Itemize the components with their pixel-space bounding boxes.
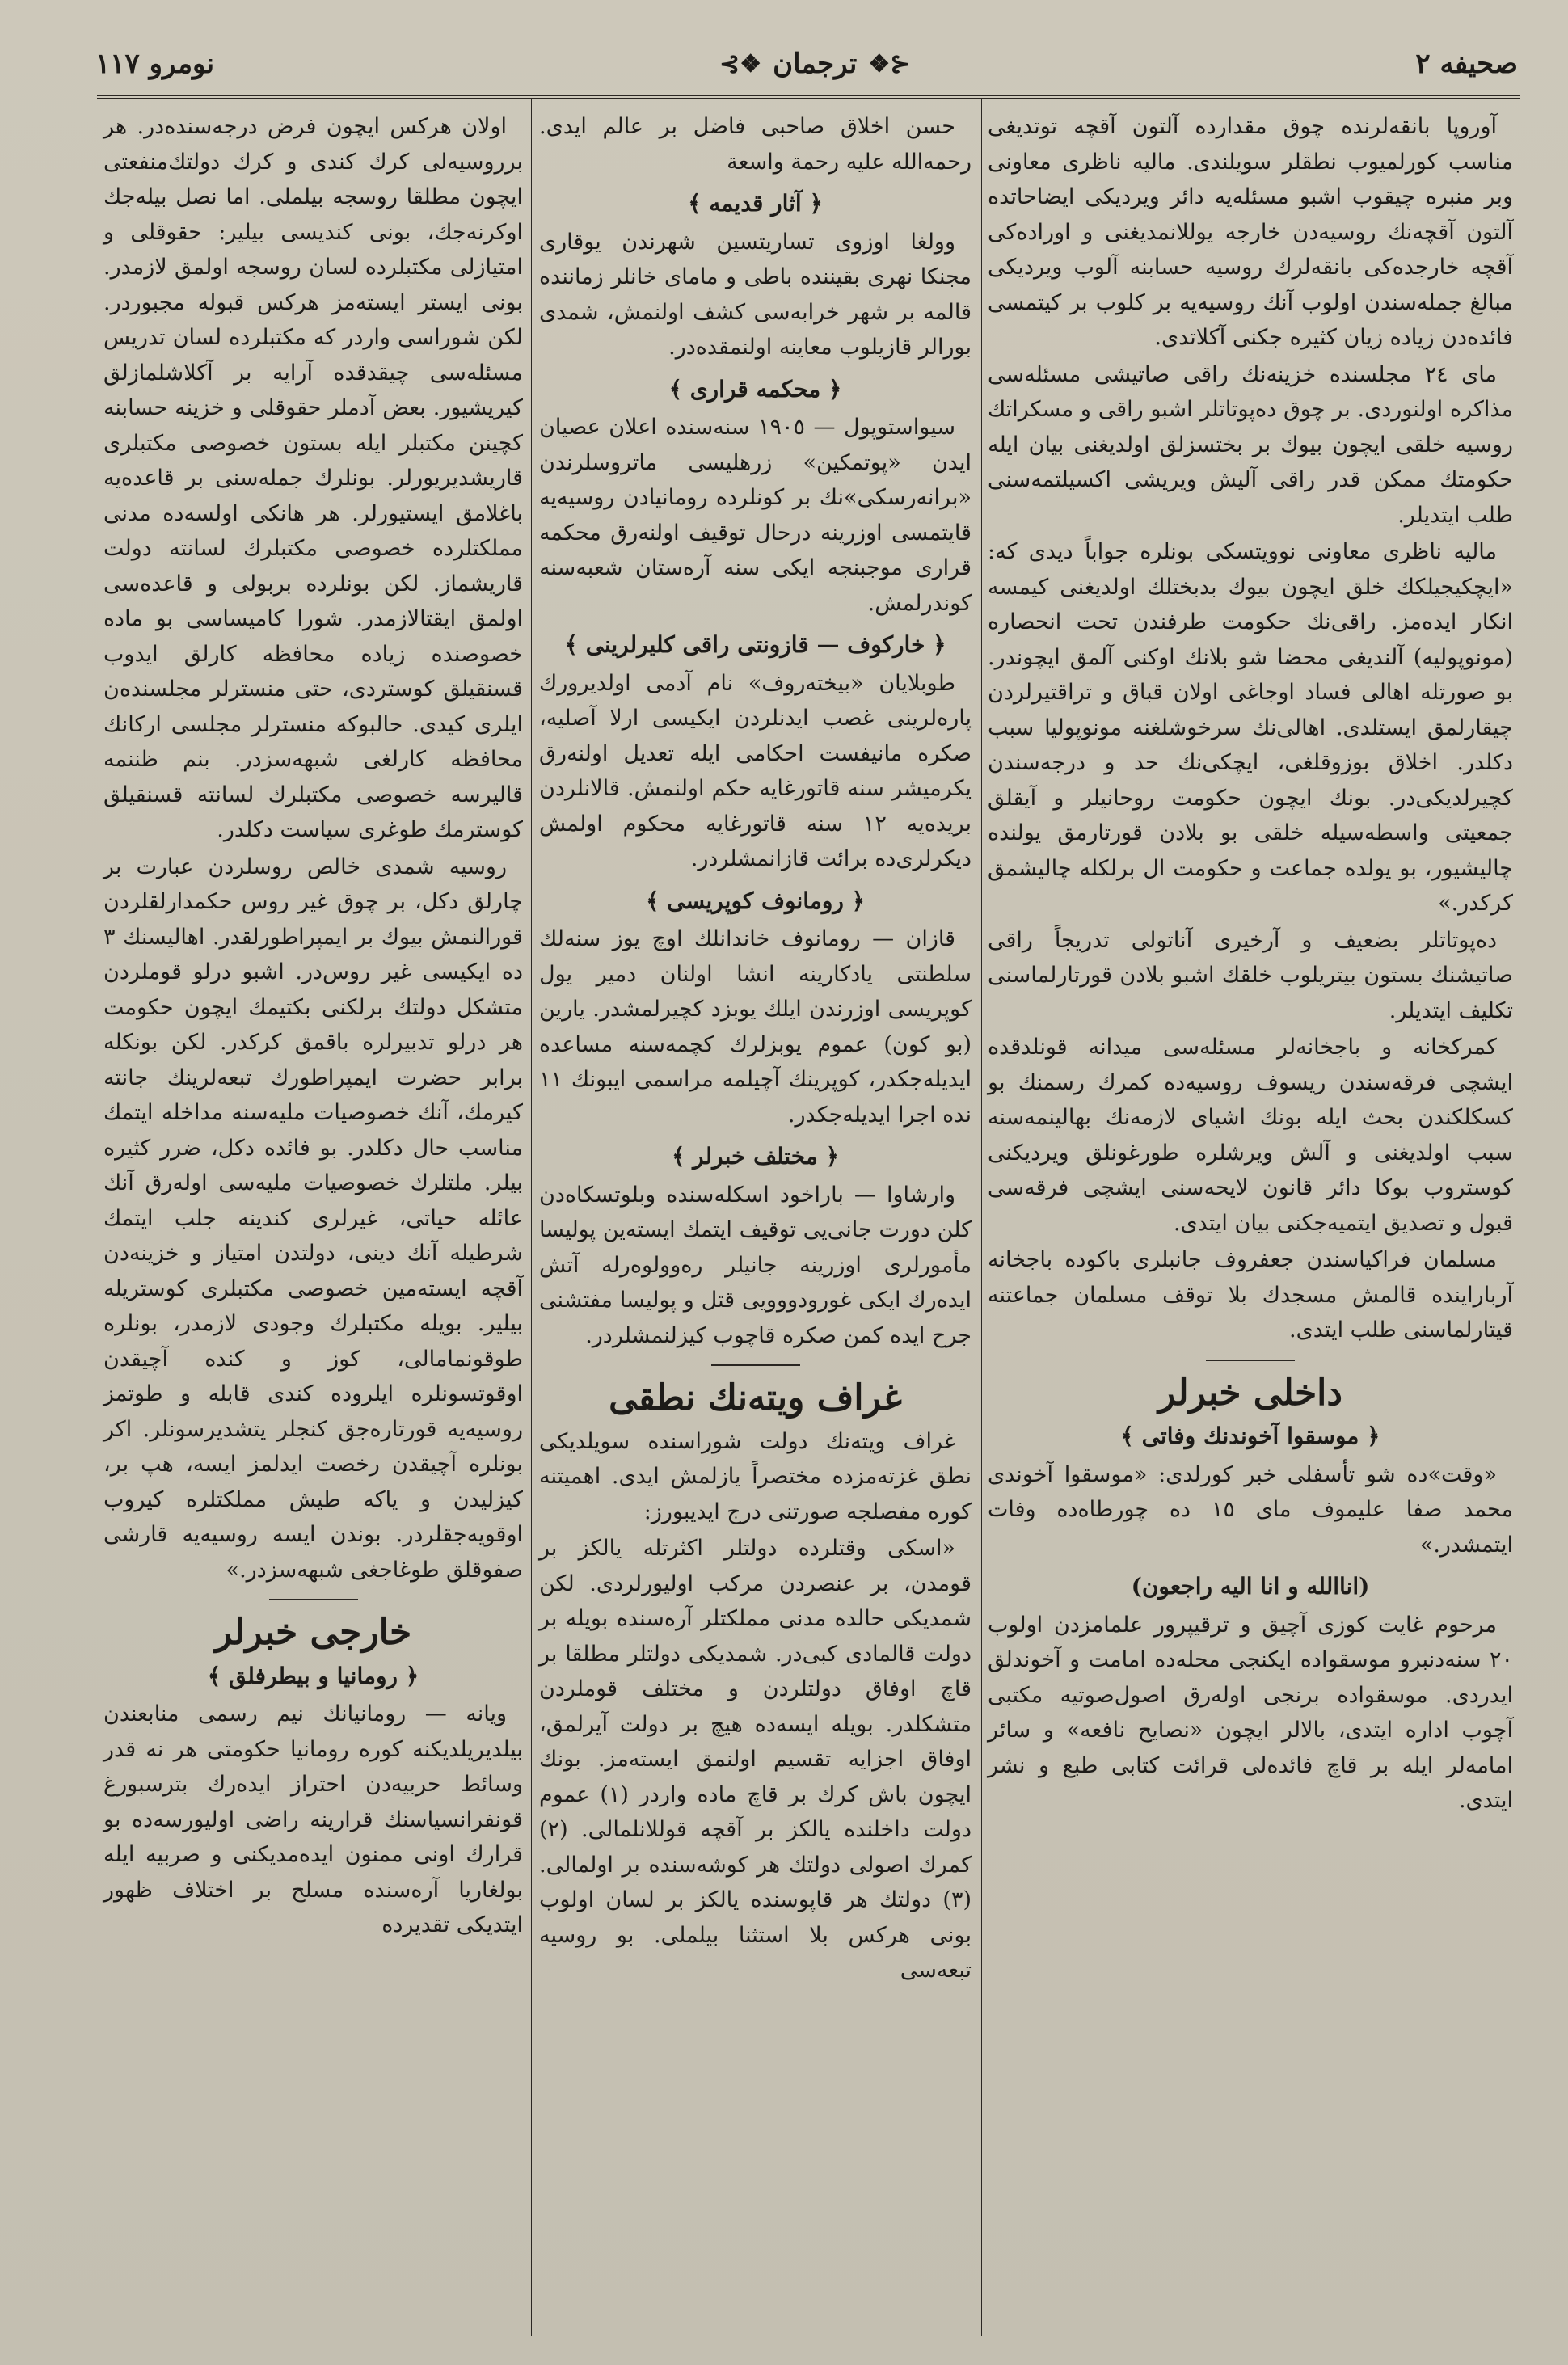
paragraph: ویانه — رومانیانك نیم رسمی منابعندن بیلدیریلدیکنه کوره رومانیا حکومتی هر نه قدر وسائط حربیه‌دن احتراز ایدەرك بترسبورغ قونفرانسیاسنك قرارینه راضی اولیورسه‌ده بو قرارك اونی ممنون ایده‌مدیکنی و صربیه ایله بولغاریا آره‌سنده مسلح بر اختلاف ظهور ایتدیکی تقدیرده [103,1701,523,1937]
ornament-right-icon: ❖⊱ [719,49,762,78]
section-heading-witte-speech: غراف ویته‌نك نطقی [609,1377,902,1419]
column-right [980,109,1521,2333]
subheading: ﴿ مختلف خبرلر ﴾ [671,1143,840,1170]
section-divider [269,1599,358,1600]
quote-line: (اناالله و انا الیه راجعون) [1131,1573,1370,1600]
subheading: ﴿ محکمه قراری ﴾ [668,375,842,403]
subheading: ﴿ موسقوا آخوندنك وفاتی ﴾ [1120,1423,1380,1449]
subheading: ﴿ رومانیا و بیطرفلق ﴾ [207,1662,419,1689]
paragraph: «اسکی وقتلرده دولتلر اکثرتله یالکز بر قومدن، بر عنصردن مرکب اولیورلردی. لکن شمدیکی حالده مدنی مملکتلر آره‌سنده بویله بر دولت قالمادی کبی‌در. شمدیکی دولتلر مطلقا بر قاچ اوفاق دولتلردن و مختلف قوملردن متشکلدر. بویله ایسه‌ده هیچ بر دولت آیرلمق، اوفاق اجزایه تقسیم اولنمق ایسته‌مز. بونك ایچون باش کرك بر قاچ ماده واردر (١) عموم دولت داخلنده یالکز بر آقچه قوللانلمالی. (٢) کمرك اصولی دولتك هر کوشه‌سنده بر اولمالی. (٣) دولتك هر قاپوسنده یالکز بر لسان اولوب بونی هرکس بلا استثنا بیلملی. بو روسیه تبعه‌سی [539,1536,972,1983]
newspaper-title: ترجمان [773,48,858,80]
ornament-left-icon: ⊰❖ [868,49,911,78]
paragraph: کمرکخانه و باجخانه‌لر مسئله‌سی میدانه قونلدقده ایشچی فرقه‌سندن ریسوف روسیه‌ده کمرك رسمنك بو کسکلکندن بحث ایله بونك اشیای لازمه‌نك بهالینمه‌سنه سبب اولدیغنی و آلش ویرشلره طورغونلق ویردیکنی کوستروب بوکا دائر قانون لایحه‌سنی ایشچی فرقه‌سی قبول و تصدیق ایتمیه‌جکنی بیان ایتدی. [988,1035,1513,1236]
subheading: ﴿ خارکوف — قازونتی راقی کلیرلرینی ﴾ [564,631,946,658]
header-rule [97,95,1520,99]
paragraph: مالیه ناظری معاونی نوویتسکی بونلره جواباً دیدی که: «ایچکیجیلکك خلق ایچون بیوك بدبختلك اولدیغنی کیمسه انکار ایدەمز. راقی‌نك حکومت طرفندن تحت انحصاره (مونوپولیه) آلندیغی محضا شو بلانك اوکنی آلمق ایچوندر. بو صورتله اهالی فساد اوجاغی اولان قباق و تراقتیرلردن چیقارلمق ایستلدی. اهالی‌نك سرخوشلغنه مونوپولیا سبب دکلدر. اخلاق بوزوقلغی، ایچکی‌نك حد و درجه‌سندن کچیرلدیکی‌در. بونك ایچون حکومت روحانیلر و آیقلق جمعیتی واسطه‌سیله خلقی بو بلادن قورتارمق یولنده چالیشیور، بو یولده جماعت و حکومت ال برلکله چالیشمق کرکدر.» [988,539,1513,916]
section-heading-foreign-news: خارجی خبرلر [214,1612,412,1653]
column-middle [531,109,980,2333]
paragraph: «وقت»ده شو تأسفلی خبر کورلدی: «موسقوا آخوندی محمد صفا علیموف مای ١٥ ده چورطاه‌ده وفات ایتمشدر.» [988,1461,1513,1558]
column-left [95,109,531,2333]
page-header [95,36,1518,92]
paragraph: مسلمان فراکیاسندن جعفروف جانبلری باکوده باجخانه آرباراینده قالمش مسجدك بلا توقف مسلمان جماعتنه قیتارلماسنی طلب ایتدی. [988,1247,1513,1343]
paragraph: سیواستوپول — ١٩٠٥ سنه‌سنده اعلان عصیان ایدن «پوتمکین» زرهلیسی ماتروسلرندن «برانه‌رسکی»نك بر کونلرده رومانیادن روسیه‌یه قایتمسی اوزرینه درحال توقیف اولنه‌رق محکمه قراری موجبنجه ایکی سنه آره‌ستان شعبه‌سنه کوندرلمش. [539,415,972,616]
paragraph: اولان هرکس ایچون فرض درجه‌سنده‌در. هر برروسیه‌لی کرك کندی و کرك دولتك‌منفعتی ایچون مطلقا روسجه بیلملی. اما نصل بیله‌جك اوکرنه‌جك، بونی کندیسی بیلیر: حقوقلی و امتیازلی مکتبلرده لسان روسجه اولمق لازمدر. بونی ایستر ایسته‌مز هرکس قبوله مجبوردر. لکن شوراسی واردر که مکتبلرده لسان تدریس مسئله‌سی چیقدقده آرایه بر آکلاشلمازلق کیریشیور. بعض آدملر حقوقلی و خزینه حسابنه کچینن مکتبلر ایله بستون خصوصی مکتبلری قاریشدیریورلر. بونلرك جمله‌سنی بر قاعده‌یه باغلامق ایستیورلر. هر هانکی اولسه‌ده مدنی مملکتلرده خصوصی مکتبلرك لسانته دولت قاریشماز. لکن بونلرده بربولی و قاعده‌سی اولمق ایقتالازمدر. شورا کامیساسی بو ماده خصوصنده زیاده محافظه کارلق ایدوب قسنقیلق کوستردی، حتی منسترلر مجلسنده‌ن ایلری کیدی. حالبوکه منسترلر مجلسی ارکانك محافظه کارلغی شبهه‌سزدر. بنم ظننمه قالیرسه خصوصی مکتبلرك لسانته قسنقیلق کوسترمك طوغری سیاست دکلدر. [103,114,523,842]
paragraph: قازان — رومانوف خاندانلك اوچ یوز سنه‌لك سلطنتی یادکارینه انشا اولنان دمیر یول کوپریسی اوزرندن ایلك یوبزد کچیرلمشدر. یارین (بو کون) عموم یوبزلرك کچمه‌سنه مساعده ایدیله‌جکدر، کوپرینك آچیلمه مراسمی ایبونك ١١ نده اجرا ایدیله‌جکدر. [539,926,972,1128]
subheading: ﴿ آثار قدیمه ﴾ [688,190,823,217]
paragraph: دەپوتاتلر بضعیف و آرخیری آناتولی تدریجاً راقی صاتیشنك بستون بیتریلوب خلقك اشبو بلادن قورتارلماسنی تکلیف ایتدیلر. [988,927,1513,1023]
paragraph: مای ٢٤ مجلسنده خزینه‌نك راقی صاتیشی مسئله‌سی مذاکره اولنوردی. بر چوق دەپوتاتلر اشبو راقی و مسکراتك روسیه خلقی ایچون بیوك بر بختسزلق اولدیغنی بیان ایله حکومتك ممکن قدر راقی آلیش ویریشی اکسیلتمه‌سنی طلب ایتدیلر. [988,361,1513,528]
subheading: ﴿ رومانوف کوپریسی ﴾ [645,887,866,914]
paragraph: غراف ویته‌نك دولت شوراسنده سویلدیکی نطق غزته‌مزده مختصراً یازلمش ایدی. اهمیتنه کوره مفصلجه صورتنی درج ایدیبورز: [539,1428,972,1524]
paragraph: آوروپا بانقه‌لرنده چوق مقدارده آلتون آقچه توتدیغی مناسب کورلمیوب نطقلر سویلندی. مالیه ناظری معاونی وبر منبره چیقوب اشبو مسئله‌یه دائر ویردیکی ایضاحاتده آلتون آقچه‌نك روسیه‌دن خارجه یوللانمدیغنی و اورادەکی آقچه خارجده‌کی بانقه‌لرك روسیه حسابنه آلوب ویردیکی مبالغ جمله‌سندن اولوب آنك روسیه‌یه بر کلوب بر کیتمسی فائده‌دن زیاده زیان کثیره جکنی آکلاتدی. [988,114,1513,350]
paragraph: وارشاوا — باراخود اسکله‌سنده وبلوتسکاه‌دن کلن دورت جانی‌یی توقیف ایتمك ایسته‌ین پولیسا مأمورلری اوزرینه جانیلر رەوولوەرله آتش ایدەرك ایکی غورودووویی قتل و پولیسا مفتشنی جرح ایده کمن صکره قاچوب کیزلنمشلر‌در. [539,1182,972,1348]
paragraph: طوبلایان «بیختەروف» نام آدمی اولدیرورك پارەلرینی غصب ایدنلردن ایکیسی ارلا آصلیه، صکره مانیفست احکامی ایله تعدیل اولنه‌رق یکرمیشر سنه قاتورغایه حکم اولنمش. قالانلردن بریده‌یه ١٢ سنه قاتورغایه محکوم اولمش دیکرلری‌ده برائت قازانمشلردر. [539,670,972,871]
paragraph: روسیه شمدی خالص روسلردن عبارت بر چارلق دکل، بر چوق غیر روس حکمدارلقلردن قورالنمش بیوك بر ایمپراطورلقدر. اهالیسنك ٣ ده ایکیسی غیر روس‌در. اشبو درلو قوملردن متشکل دولتك برلکنی بکتیمك ایچون حکومت هر درلو تدبیرلره باقمق کرکدر. لکن بونکله برابر حضرت ایمپراطورك تبعه‌لرینك جانته کیرمك، آنك خصوصیات ملیه‌سنه مداخله ایتمك مناسب حال دکلدر. بو فائده دکل، ضرر کثیره بیلر. ملتلرك خصوصیات ملیه‌سی اوله‌رق آنك عائله حیاتی، غیرلری کندینه جلب ایتمك شرطیله آنك دینی، دولتدن امتیاز و خزینه‌دن آقچه ایسته‌مین خصوصی مکتبلری کوستریله بیلیر. بویله مکتبلرك وجودی لازمدر، بونلره طوقونمامالی، کوز و کندە آچیقدن اوقوتسونلره ایلرو‌ده کندی قابله و طوتمز روسیه‌یه قورتاره‌جق کنجلر یتشدیرسونلر. اکر بونلره آچیقدن رخصت ایدلمز ایسه، هپ بر، کیزلیدن و یاکه طیش مملکتلره کیروب اوقویه‌جقلردر. بوندن ایسه روسیه‌یه قارشی صفوقلق طوغاجغی شبهه‌سزدر.» [103,854,523,1583]
masthead [719,48,910,80]
issue-number: نومرو ١١٧ [95,48,215,80]
section-divider [1206,1360,1295,1361]
paragraph: حسن اخلاق صاحبی فاضل بر عالم ایدی. رحمه‌الله علیه رحمة واسعة [539,114,972,175]
page-number-label: صحيفه ٢ [1415,48,1518,80]
section-heading-domestic-news: داخلی خبرلر [1157,1372,1342,1414]
paragraph: وولغا اوزوی تساریتسین شهرندن یوقاری مجنکا نهری بقیننده باطی و مامای خانلر زماننده قالمه بر شهر خرابه‌سی کشف اولنمش، شمدی بورالر قازیلوب معاینه اولنمقده‌در. [539,229,972,360]
paragraph: مرحوم غایت کوزی آچیق و ترقیپرور علمامزدن اولوب ٢٠ سنه‌دنبرو موسقواده ایکنجی محله‌ده امامت و آخوندلق ایدردی. موسقواده برنجی اولەرق اصول‌صوتیه مکتبی آچوب اداره ایتدی، بالالر ایچون «نصایح نافعه» و سائر امامەلر ایله بر قاچ فائده‌لی قرائت کتابی طبع و نشر ایتدی. [988,1612,1513,1813]
section-divider [711,1364,800,1366]
